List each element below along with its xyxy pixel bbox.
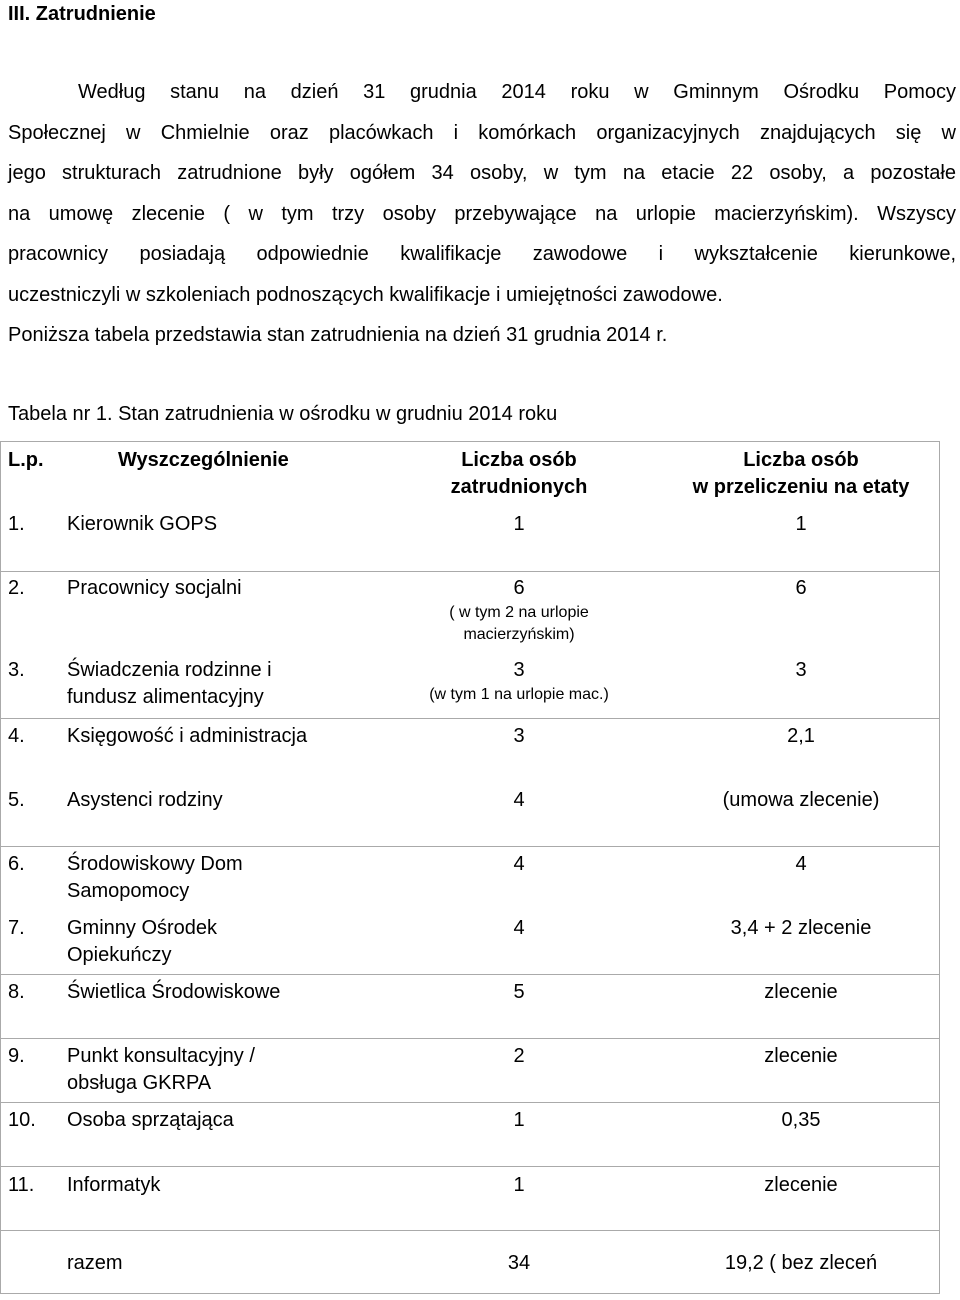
header-etaty (662, 447, 940, 501)
table-border (0, 441, 940, 442)
row-name: Środowiskowy Dom Samopomocy (67, 853, 243, 902)
row-count: 1 (513, 1174, 525, 1196)
row-count: 5 (513, 981, 525, 1003)
paragraph-line: jego strukturach zatrudnione były ogółem 34 osoby, w tym na etacie 22 osoby, a pozostałe (8, 162, 956, 184)
row-count: 4 (513, 917, 525, 939)
header-count (400, 447, 638, 501)
header-etaty-line: w przeliczeniu na etaty (692, 476, 910, 498)
row-number: 9. (8, 1045, 25, 1067)
row-count: 4 (513, 853, 525, 875)
table-border (0, 974, 940, 975)
row-etaty: (umowa zlecenie) (722, 789, 880, 811)
table-border (0, 1038, 940, 1039)
paragraph-line: Według stanu na dzień 31 grudnia 2014 roku w Gminnym Ośrodku Pomocy (78, 81, 956, 103)
table-border (0, 1230, 940, 1231)
table-border (0, 441, 1, 1294)
row-count-note: (w tym 1 na urlopie mac.) (429, 686, 609, 703)
intro-paragraph (8, 72, 956, 356)
row-number: 7. (8, 917, 25, 939)
row-number: 4. (8, 725, 25, 747)
row-name: Punkt konsultacyjny / obsługa GKRPA (67, 1045, 255, 1094)
total-etaty: 19,2 ( bez zleceń (724, 1252, 878, 1274)
row-name: Świadczenia rodzinne i fundusz alimentacyjny (67, 659, 272, 708)
table-border (0, 571, 940, 572)
row-name: Gminny Ośrodek Opiekuńczy (67, 917, 218, 966)
row-number: 11. (8, 1174, 35, 1196)
row-number: 8. (8, 981, 25, 1003)
row-count: 3 (513, 659, 525, 681)
row-etaty: 1 (795, 513, 807, 535)
header-lp: L.p. (8, 449, 44, 471)
row-name: Kierownik GOPS (67, 513, 218, 535)
row-count: 6 (513, 577, 525, 599)
section-heading: III. Zatrudnienie (8, 3, 156, 25)
row-count: 3 (513, 725, 525, 747)
row-number: 3. (8, 659, 25, 681)
row-name: Pracownicy socjalni (67, 577, 242, 599)
row-name: Świetlica Środowiskowe (67, 981, 281, 1003)
row-etaty: 3 (795, 659, 807, 681)
row-etaty: zlecenie (764, 1174, 838, 1196)
paragraph-line: pracownicy posiadają odpowiednie kwalifikacje zawodowe i wykształcenie kierunkowe, (8, 243, 956, 265)
row-name: Osoba sprzątająca (67, 1109, 234, 1131)
paragraph-line: Społecznej w Chmielnie oraz placówkach i komórkach organizacyjnych znajdujących się w (8, 121, 956, 144)
row-count-cell (400, 575, 638, 646)
row-etaty: 0,35 (781, 1109, 821, 1131)
row-count: 2 (513, 1045, 525, 1067)
row-count: 1 (513, 513, 525, 535)
row-etaty: 3,4 + 2 zlecenie (730, 917, 872, 939)
table-border (0, 718, 940, 719)
total-count: 34 (507, 1252, 531, 1274)
row-name: Księgowość i administracja (67, 725, 308, 747)
row-name: Asystenci rodziny (67, 789, 223, 811)
table-border (0, 1293, 940, 1294)
paragraph-line: na umowę zlecenie ( w tym trzy osoby przebywające na urlopie macierzyńskim). Wszyscy (8, 202, 956, 225)
total-label: razem (67, 1252, 123, 1274)
row-name: Informatyk (67, 1174, 161, 1196)
table-border (0, 1102, 940, 1103)
header-count-line: Liczba osób (461, 449, 577, 471)
header-name: Wyszczególnienie (118, 449, 289, 471)
table-border (0, 846, 940, 847)
row-count-cell (400, 657, 638, 706)
paragraph-line: Poniższa tabela przedstawia stan zatrudnienia na dzień 31 grudnia 2014 r. (8, 324, 668, 346)
table-border (0, 1166, 940, 1167)
row-count: 1 (513, 1109, 525, 1131)
row-number: 2. (8, 577, 25, 599)
table-caption: Tabela nr 1. Stan zatrudnienia w ośrodku w grudniu 2014 roku (8, 403, 558, 425)
row-etaty: 2,1 (787, 725, 815, 747)
header-count-line: zatrudnionych (450, 476, 588, 498)
row-number: 1. (8, 513, 25, 535)
row-count-note: ( w tym 2 na urlopie macierzyńskim) (449, 604, 589, 643)
header-etaty-line: Liczba osób (743, 449, 859, 471)
row-etaty: 6 (795, 577, 807, 599)
row-number: 5. (8, 789, 25, 811)
row-etaty: zlecenie (764, 1045, 838, 1067)
employment-table (0, 441, 940, 1294)
row-number: 6. (8, 853, 25, 875)
paragraph-line: uczestniczyli w szkoleniach podnoszących kwalifikacje i umiejętności zawodowe. (8, 283, 723, 306)
row-etaty: zlecenie (764, 981, 838, 1003)
row-etaty: 4 (795, 853, 807, 875)
row-number: 10. (8, 1109, 36, 1131)
row-count: 4 (513, 789, 525, 811)
